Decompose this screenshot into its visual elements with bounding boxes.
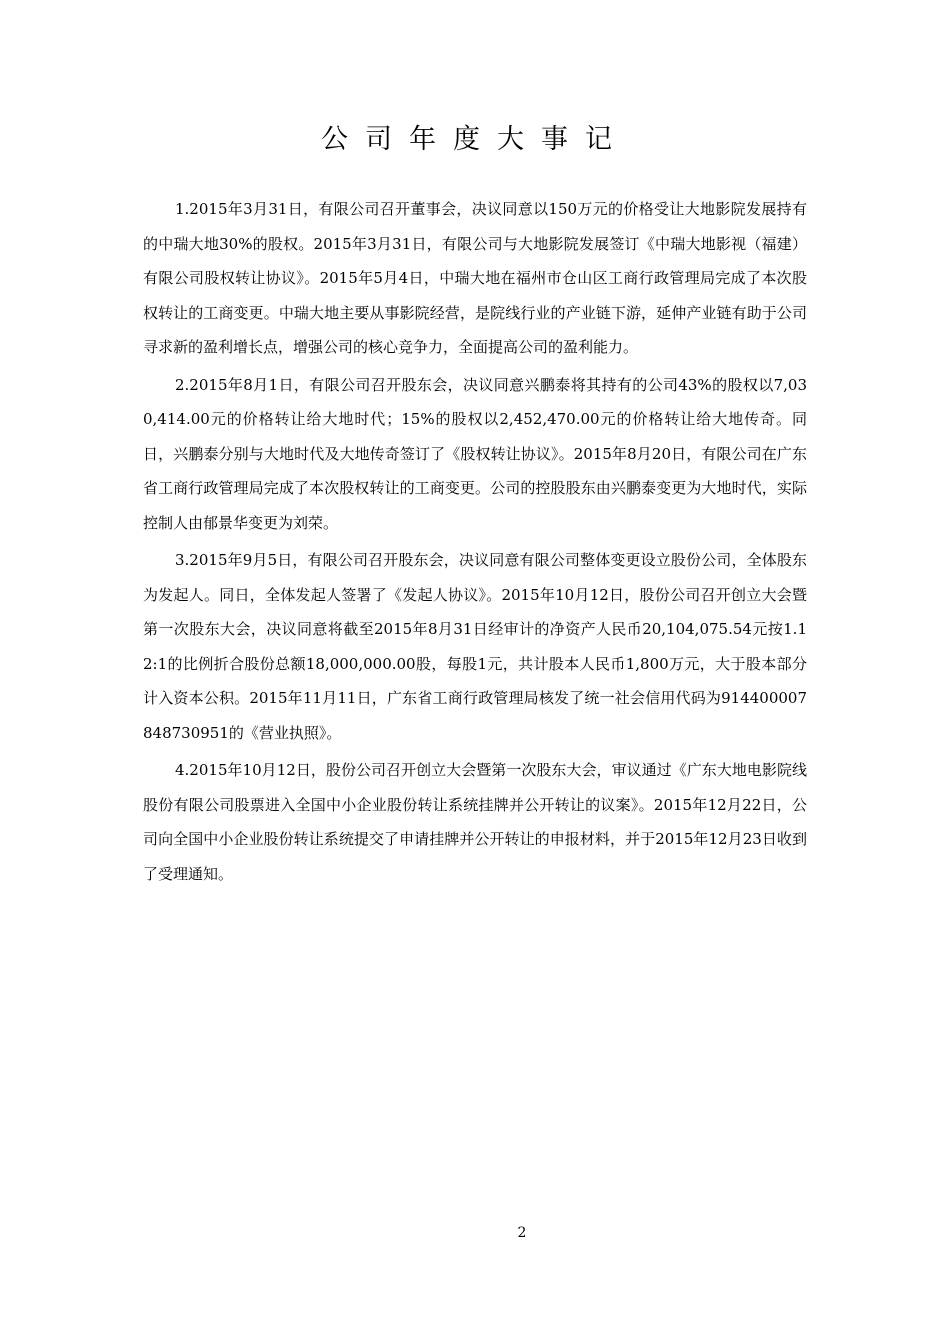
document-title: 公司年度大事记 bbox=[321, 124, 629, 155]
page-number: 2 bbox=[517, 1225, 527, 1241]
document-body bbox=[143, 192, 807, 894]
paragraph-2: 2.2015年8月1日，有限公司召开股东会，决议同意兴鹏泰将其持有的公司43%的股权以7,030,414.00元的价格转让给大地时代；15%的股权以2,452,470.00元的价格转让给大地传奇。同日，兴鹏泰分别与大地时代及大地传奇签订了《股权转让协议》。2015年8月20日，有限公司在广东省工商行政管理局完成了本次股权转让的工商变更。公司的控股股东由兴鹏泰变更为大地时代，实际控制人由郁景华变更为刘荣。 bbox=[143, 375, 807, 532]
paragraph-1: 1.2015年3月31日，有限公司召开董事会，决议同意以150万元的价格受让大地影院发展持有的中瑞大地30%的股权。2015年3月31日，有限公司与大地影院发展签订《中瑞大地影视（福建）有限公司股权转让协议》。2015年5月4日，中瑞大地在福州市仓山区工商行政管理局完成了本次股权转让的工商变更。中瑞大地主要从事影院经营，是院线行业的产业链下游，延伸产业链有助于公司寻求新的盈利增长点，增强公司的核心竞争力，全面提高公司的盈利能力。 bbox=[143, 200, 807, 356]
paragraph-4: 4.2015年10月12日，股份公司召开创立大会暨第一次股东大会，审议通过《广东大地电影院线股份有限公司股票进入全国中小企业股份转让系统挂牌并公开转让的议案》。2015年12月22日，公司向全国中小企业股份转让系统提交了申请挂牌并公开转让的申报材料，并于2015年12月23日收到了受理通知。 bbox=[143, 761, 807, 883]
paragraph-3: 3.2015年9月5日，有限公司召开股东会，决议同意有限公司整体变更设立股份公司，全体股东为发起人。同日，全体发起人签署了《发起人协议》。2015年10月12日，股份公司召开创立大会暨第一次股东大会，决议同意将截至2015年8月31日经审计的净资产人民币20,104,075.54元按1.12:1的比例折合股份总额18,000,000.00股，每股1元，共计股本人民币1,800万元，大于股本部分计入资本公积。2015年11月11日，广东省工商行政管理局核发了统一社会信用代码为914400007848730951的《营业执照》。 bbox=[143, 551, 807, 742]
